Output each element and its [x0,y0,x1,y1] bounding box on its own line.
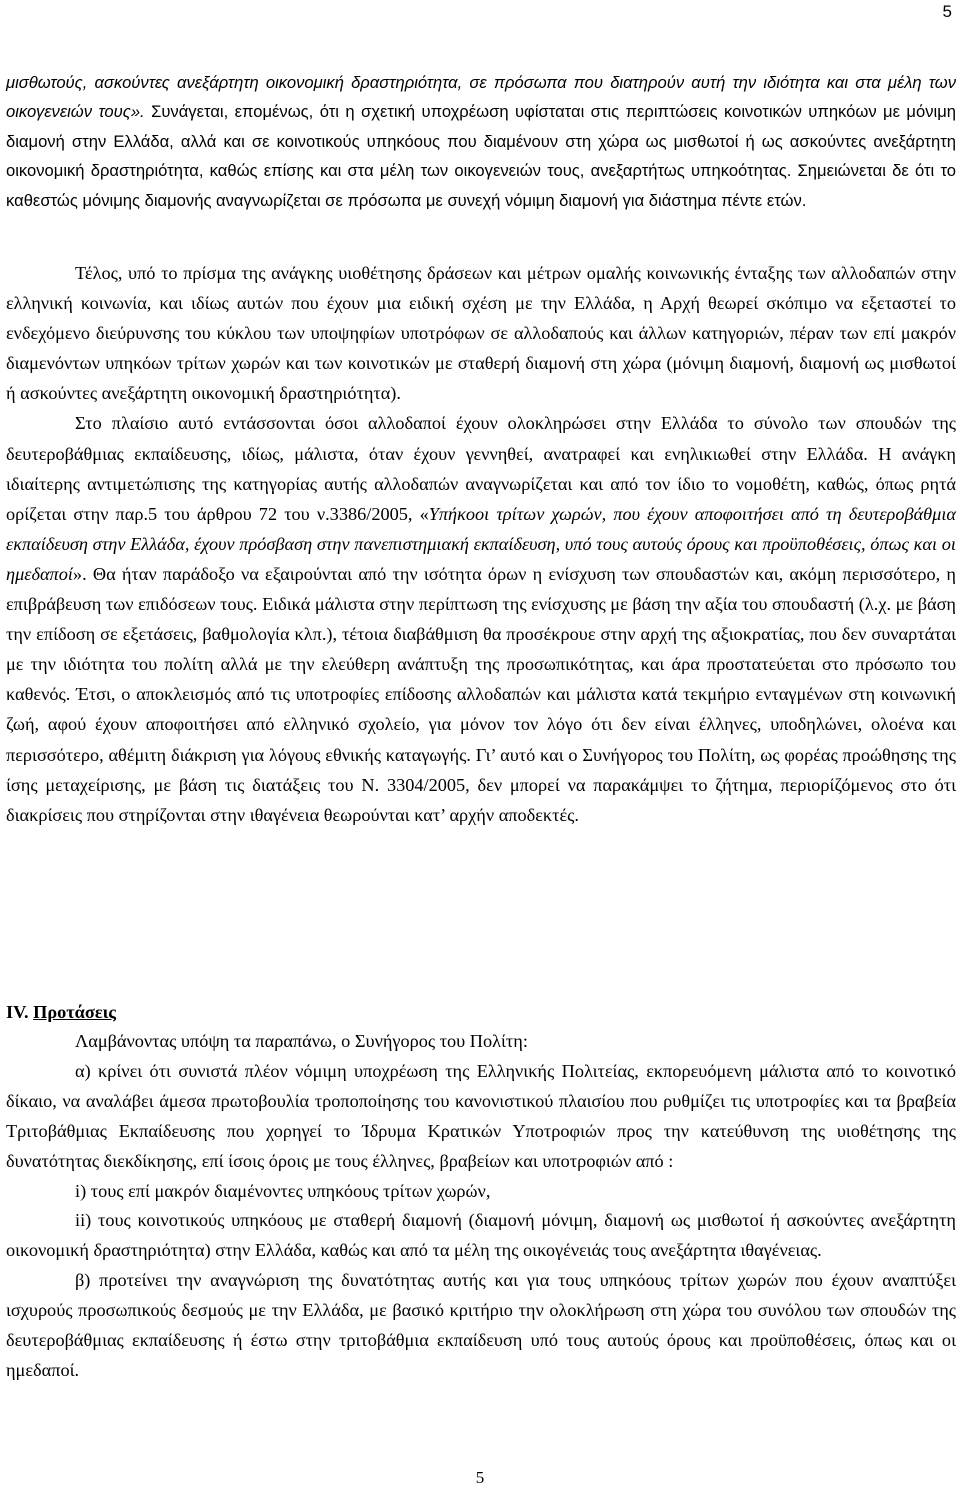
proposals-intro: Λαμβάνοντας υπόψη τα παραπάνω, ο Συνήγορος του Πολίτη: [75,1031,528,1051]
proposal-a-i: i) τους επί μακρόν διαμένοντες υπηκόους τρίτων χωρών, [75,1180,491,1201]
page-number-bottom: 5 [475,1468,485,1487]
paragraph-telos: Τέλος, υπό το πρίσμα της ανάγκης υιοθέτησης δράσεων και μέτρων ομαλής κοινωνικής ένταξης των αλλοδαπών στην ελληνική κοινωνία, και ιδίως αυτών που έχουν μια ειδική σχέση με την Ελλάδα, η Αρχή θεωρεί σκόπιμο να εξεταστεί το ενδεχόμενο διεύρυνσης του κύκλου των υποψηφίων υποτρόφων σε αλλοδαπούς και άλλων κατηγοριών, πέραν των επί μακρόν διαμενόντων υπηκόων τρίτων χωρών και των κοινοτικών με σταθερή διαμονή στη χώρα (μόνιμη διαμονή, διαμονή ως μισθωτοί ή ασκούντες ανεξάρτητη οικονομική δραστηριότητα). [6,263,956,404]
proposal-b: β) προτείνει την αναγνώριση της δυνατότητας αυτής και για τους υπηκόους τρίτων χωρών που έχουν αναπτύξει ισχυρούς προσωπικούς δεσμούς με την Ελλάδα, με βασικό κριτήριο την ολοκλήρωση στη χώρα του συνόλου των σπουδών της δευτεροβάθμιας εκπαίδευσης ή έστω στην τριτοβάθμια εκπαίδευση υπό τους αυτούς όρους και προϋποθέσεις, όπως και οι ημεδαποί. [6,1270,956,1380]
section-title: Προτάσεις [33,1002,117,1022]
plaisio-law-quote: Υπήκοοι τρίτων χωρών, που έχουν αποφοιτήσει από τη δευτεροβάθμια εκπαίδευση στην Ελλάδα, έχουν πρόσβαση στην πανεπιστημιακή εκπαίδευση, υπό τους αυτούς όρους και προϋποθέσεις, όπως και οι ημεδαποί [6,503,957,584]
section-number: IV. [6,1002,29,1022]
intro-paragraph [6,68,956,215]
proposal-a-ii: ii) τους κοινοτικούς υπηκόους με σταθερή διαμονή (διαμονή μόνιμη, διαμονή ως μισθωτοί ή ασκούντες ανεξάρτητη οικονομική δραστηριότητα) στην Ελλάδα, καθώς και από τα μέλη της οικογένειάς τους ανεξάρτητα ιθαγένειας. [6,1210,956,1261]
body-block [6,258,956,830]
proposals-block [6,997,956,1386]
intro-block [6,68,956,215]
paragraph-plaisio [6,408,956,829]
plaisio-text-2: ». Θα ήταν παράδοξο να εξαιρούνται από την ισότητα όρων η ενίσχυση των σπουδαστών και, ακόμη περισσότερο, η επιβράβευση των επιδόσεων τους. Ειδικά μάλιστα στην περίπτωση της ενίσχυσης με βάση την αξία του σπουδαστή (λ.χ. με βάση την επίδοση σε εξετάσεις, βαθμολογία κλπ.), τέτοια διαβάθμιση θα προσέκρουε στην αρχή της αξιοκρατίας, που δεν συναρτάται με την ιδιότητα του πολίτη αλλά με την ελεύθερη ανάπτυξη της προσωπικότητας, και άρα προστατεύεται στο πρόσωπο του καθενός. Έτσι, ο αποκλεισμός από τις υποτροφίες επίδοσης αλλοδαπών και μάλιστα κατά τεκμήριο ενταγμένων στη κοινωνική ζωή, αφού έχουν αποφοιτήσει από ελληνικό σχολείο, για μόνον τον λόγο ότι δεν είναι έλληνες, υποδηλώνει, ολοένα και περισσότερο, αθέμιτη διάκριση για λόγους εθνικής καταγωγής. Γι’ αυτό και ο Συνήγορος του Πολίτη, ως φορέας προώθησης της ίσης μεταχείρισης, με βάση τις διατάξεις του Ν. 3304/2005, δεν μπορεί να παρακάμψει το ζήτημα, περιορίζόμενος στο ότι διακρίσεις που στηρίζονται στην ιθαγένεια θεωρούνται κατ’ αρχήν αποδεκτές. [6,563,956,825]
page-number-top: 5 [942,2,952,21]
plaisio-text-1: Στο πλαίσιο αυτό εντάσσονται όσοι αλλοδαποί έχουν ολοκληρώσει στην Ελλάδα το σύνολο των σπουδών της δευτεροβάθμιας εκπαίδευσης, ιδίως, μάλιστα, όταν έχουν γεννηθεί, ανατραφεί και ενηλικιωθεί στην Ελλάδα. Η ανάγκη ιδιαίτερης αντιμετώπισης της κατηγορίας αυτής αλλοδαπών αναγνωρίζεται και από τον ίδιο το νομοθέτη, καθώς, όπως ρητά ορίζεται στην παρ.5 του άρθρου 72 του ν.3386/2005, « [6,413,956,524]
section-heading [6,997,956,1027]
intro-quote: μισθωτούς, ασκούντες ανεξάρτητη οικονομική δραστηριότητα, σε πρόσωπα που διατηρούν αυτή την ιδιότητα και στα μέλη των οικογενειών τους». [6,73,956,122]
proposal-a: α) κρίνει ότι συνιστά πλέον νόμιμη υποχρέωση της Ελληνικής Πολιτείας, εκπορευόμενη μάλιστα από το κοινοτικό δίκαιο, να αναλάβει άμεσα πρωτοβουλία τροποποίησης του κανονιστικού πλαισίου που ρυθμίζει τις υποτροφίες και τα βραβεία Τριτοβάθμιας Εκπαίδευσης που χορηγεί το Ίδρυμα Κρατικών Υποτροφιών προς την κατεύθυνση της υιοθέτησης της δυνατότητας διεκδίκησης, επί ίσοις όροις με τους έλληνες, βραβείων και υποτροφιών από : [6,1060,956,1171]
intro-text: Συνάγεται, επομένως, ότι η σχετική υποχρέωση υφίσταται στις περιπτώσεις κοινοτικών υπηκόων με μόνιμη διαμονή στην Ελλάδα, αλλά και σε κοινοτικούς υπηκόους που διαμένουν στη χώρα ως μισθωτοί ή ως ασκούντες ανεξάρτητη οικονομική δραστηριότητα, καθώς επίσης και στα μέλη των οικογενειών τους, ανεξαρτήτως υπηκοότητας. Σημειώνεται δε ότι το καθεστώς μόνιμης διαμονής αναγνωρίζεται σε πρόσωπα με συνεχή νόμιμη διαμονή για διάστημα πέντε ετών. [6,102,956,210]
